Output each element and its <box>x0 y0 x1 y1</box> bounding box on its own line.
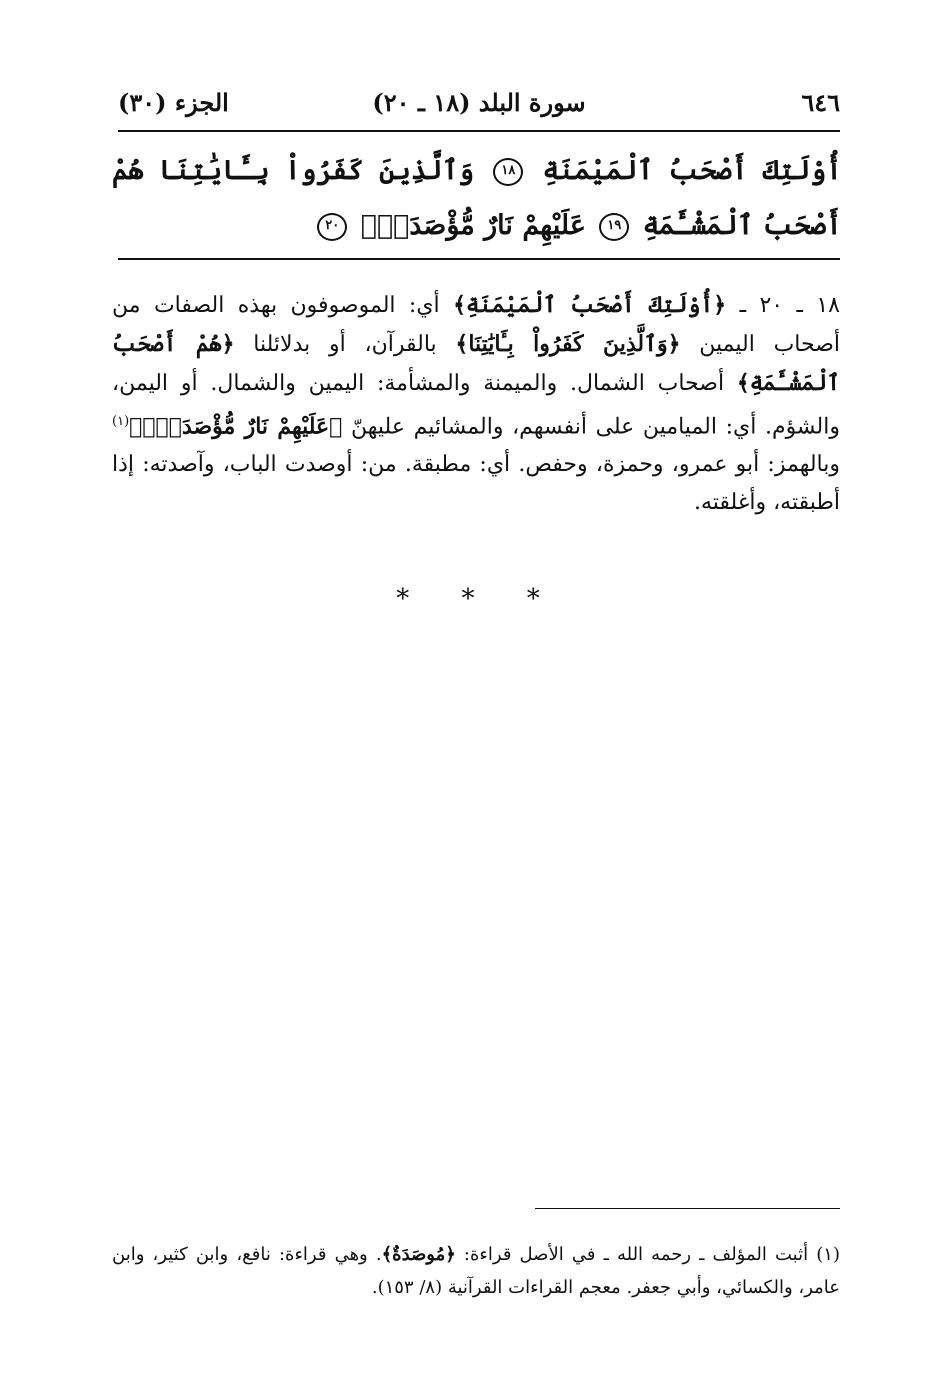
commentary-paragraph <box>112 286 840 522</box>
footnote-text-2: . وهي قراءة: نافع، وابن كثير، وابن عامر، والكسائي، وأبي جعفر. معجم القراءات القرآنية (٨/ ١٥٣). <box>112 1244 840 1298</box>
footnote-rule <box>535 1208 840 1209</box>
quote-20: ﴿عَلَيْهِمْ نَارٌ مُّؤْصَدَةٌۢ﴾ <box>129 413 343 440</box>
verse-18-text: أُوْلَتِكَ أَصْحَبُ ٱلْمَيْمَنَةِ <box>542 155 842 186</box>
commentary-text <box>112 286 840 542</box>
commentary-part-1: أي: الموصوفون بهذه الصفات من أصحاب اليمين <box>112 293 840 357</box>
surah-title: سورة البلد (١٨ ـ ٢٠) <box>372 88 586 117</box>
page-number: ٦٤٦ <box>801 88 840 117</box>
verse-19-text: وَٱلَّذِينَ كَفَرُواْ بِـَٔايَٰتِنَا هُمْ أَصْحَبُ ٱلْمَشْـَٔمَةِ <box>112 155 842 241</box>
footnote-text-1: أثبت المؤلف ـ رحمه الله ـ في الأصل قراءة: <box>463 1244 809 1265</box>
commentary-part-3: أصحاب الشمال. والميمنة والمشأمة: اليمين والشمال. أو اليمن، والشؤم. أي: الميامين على أنفسهم، والمشائيم عليهنّ <box>112 371 840 440</box>
part-label: الجزء (٣٠) <box>118 88 229 117</box>
verse-number-20: ٢٠ <box>317 213 347 241</box>
verse-range: ١٨ ـ ٢٠ ـ <box>739 293 840 318</box>
footnote-reference[interactable]: (١) <box>112 414 130 429</box>
footnote-marker: (١) <box>816 1244 840 1265</box>
commentary-part-2: بالقرآن، أو بدلائلنا <box>253 332 437 357</box>
verses-rule <box>118 258 840 260</box>
commentary-part-4: وبالهمز: أبو عمرو، وحمزة، وحفص. أي: مطبقة. من: أوصدت الباب، وآصدته: إذا أطبقته، وأغلقته. <box>112 452 840 516</box>
quote-19b: ﴿هُمْ أَصْحَبُ ٱلْمَشْـَٔمَةِ﴾ <box>112 331 840 396</box>
verse-number-18: ١٨ <box>493 158 523 186</box>
running-header <box>118 88 840 122</box>
footnote <box>112 1238 840 1318</box>
verse-number-19: ١٩ <box>599 213 629 241</box>
section-separator: * * * <box>396 584 562 614</box>
footnote-quote: ﴿مُوصَدَةٌ﴾ <box>381 1244 456 1265</box>
quran-verses-block <box>112 143 842 255</box>
verse-20-text: عَلَيْهِمْ نَارٌ مُّؤْصَدَةٌۢ <box>360 210 586 241</box>
quote-19a: ﴿وَٱلَّذِينَ كَفَرُواْ بِـَٔايَٰتِنَا﴾ <box>455 331 681 357</box>
header-rule <box>118 130 840 132</box>
quote-18: ﴿أُوْلَتِكَ أَصْحَبُ ٱلْمَيْمَنَةِ﴾ <box>453 292 727 318</box>
